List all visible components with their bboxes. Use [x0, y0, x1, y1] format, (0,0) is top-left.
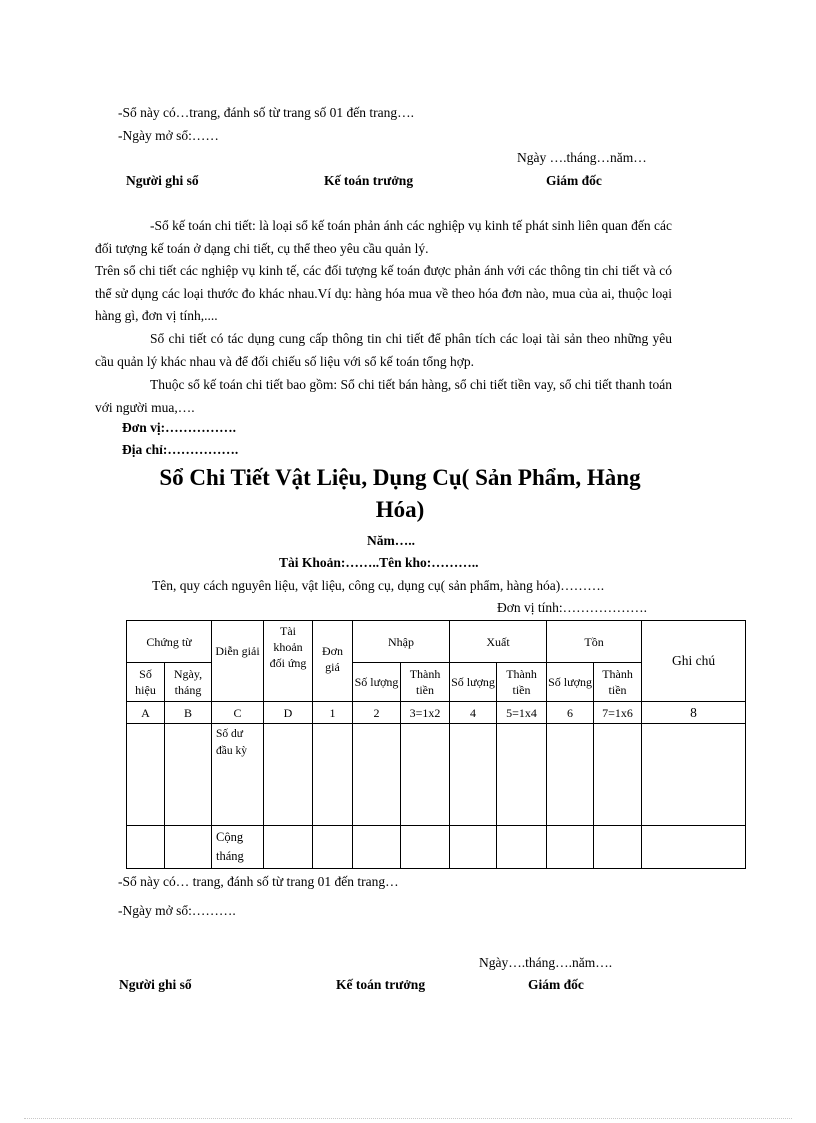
table-cell	[353, 826, 401, 869]
table-cell	[594, 826, 642, 869]
header-ghi-chu: Ghi chú	[642, 621, 746, 702]
unit-field: Đơn vị:…………….	[122, 420, 236, 435]
table-cell	[547, 724, 594, 826]
form-title-line-1: Sổ Chi Tiết Vật Liệu, Dụng Cụ( Sản Phẩm, Hàng	[159, 465, 641, 490]
table-cell	[313, 724, 353, 826]
table-cell	[497, 826, 547, 869]
bottom-open-date-line: -Ngày mở sổ:……….	[118, 903, 236, 918]
code-cell: 4	[450, 702, 497, 724]
header-don-gia	[313, 621, 353, 702]
code-cell: 5=1x4	[497, 702, 547, 724]
code-cell: D	[264, 702, 313, 724]
table-cell	[165, 724, 212, 826]
table-row-month-total	[127, 826, 746, 869]
header-nhap: Nhập	[353, 621, 450, 663]
table-cell	[353, 724, 401, 826]
code-cell: 3=1x2	[401, 702, 450, 724]
header-ton-thanh-tien: Thành tiền	[594, 663, 642, 702]
table-cell	[264, 826, 313, 869]
spec-field: Tên, quy cách nguyên liệu, vật liệu, công cụ, dụng cụ( sản phẩm, hàng hóa)……….	[152, 578, 605, 593]
page-count-line: -Sổ này có…trang, đánh số từ trang số 01 đến trang….	[118, 105, 415, 120]
bottom-page-count-line: -Sổ này có… trang, đánh số từ trang 01 đến trang…	[118, 874, 399, 889]
table-row-opening-balance	[127, 724, 746, 826]
table-cell	[127, 724, 165, 826]
table-cell	[401, 826, 450, 869]
table-cell	[497, 724, 547, 826]
table-cell	[642, 724, 746, 826]
bottom-signer-recorder: Người ghi sổ	[119, 977, 192, 992]
code-cell: 8	[642, 702, 746, 724]
table-cell	[165, 826, 212, 869]
table-cell	[594, 724, 642, 826]
row-label-month-total: Cộng tháng	[212, 826, 264, 869]
header-xuat-thanh-tien: Thành tiền	[497, 663, 547, 702]
header-ton-so-luong: Số lượng	[547, 663, 594, 702]
table-code-row	[127, 702, 746, 724]
header-ngay-thang: Ngày, tháng	[165, 663, 212, 702]
paragraph-details: Trên sổ chi tiết các nghiệp vụ kinh tế, các đối tượng kế toán được phản ánh với các thông tin chi tiết và có thể sử dụng các loại thước đo khác nhau.Ví dụ: hàng hóa mua về theo hóa đơn nào, mua của ai, thuộc loại hàng gì, đơn vị tính,....	[95, 263, 672, 323]
form-title-line-2: Hóa)	[375, 497, 425, 522]
row-label-opening-balance: Số dư đầu kỳ	[212, 724, 264, 826]
header-xuat: Xuất	[450, 621, 547, 663]
table-cell	[127, 826, 165, 869]
header-chung-tu: Chứng từ	[127, 621, 212, 663]
table-cell	[264, 724, 313, 826]
code-cell: A	[127, 702, 165, 724]
table-cell	[313, 826, 353, 869]
code-cell: C	[212, 702, 264, 724]
header-ton: Tồn	[547, 621, 642, 663]
header-dien-giai	[212, 621, 264, 702]
header-tai-khoan-text: Tài khoản đối ứng	[269, 624, 307, 670]
header-nhap-thanh-tien: Thành tiền	[401, 663, 450, 702]
paragraph-types: Thuộc sổ kế toán chi tiết bao gồm: Sổ chi tiết bán hàng, sổ chi tiết tiền vay, sổ chi tiết thanh toán với người mua,….	[95, 377, 672, 415]
account-field: Tài Khoản:……..Tên kho:………..	[279, 555, 479, 570]
bottom-signer-chief-accountant: Kế toán trưởng	[336, 977, 426, 992]
header-so-hieu: Số hiệu	[127, 663, 165, 702]
unit-of-measure-field: Đơn vị tính:……………….	[497, 600, 648, 615]
table-cell	[450, 826, 497, 869]
signer-director: Giám đốc	[546, 173, 602, 188]
code-cell: 1	[313, 702, 353, 724]
paragraph-purpose: Sổ chi tiết có tác dụng cung cấp thông tin chi tiết để phân tích các loại tài sản theo những yêu cầu quản lý khác nhau và để đối chiếu số liệu với sổ kế toán tổng hợp.	[95, 331, 672, 369]
header-tai-khoan-doi-ung	[264, 621, 313, 702]
code-cell: 6	[547, 702, 594, 724]
date-line: Ngày ….tháng…năm…	[517, 150, 647, 165]
table-cell	[450, 724, 497, 826]
page-bottom-rule	[24, 1118, 792, 1119]
open-date-line: -Ngày mở sổ:……	[118, 128, 219, 143]
header-dien-giai-text: Diễn giải	[215, 644, 260, 658]
address-field: Địa chỉ:…………….	[122, 442, 239, 457]
header-nhap-so-luong: Số lượng	[353, 663, 401, 702]
table-cell	[547, 826, 594, 869]
table-cell	[642, 826, 746, 869]
header-don-gia-text: Đơn giá	[322, 644, 344, 674]
signer-recorder: Người ghi sổ	[126, 173, 199, 188]
table-header-row-1	[127, 621, 746, 663]
table-cell	[401, 724, 450, 826]
bottom-signer-director: Giám đốc	[528, 977, 584, 992]
code-cell: 2	[353, 702, 401, 724]
form-title	[120, 462, 680, 526]
ledger-table	[126, 620, 746, 869]
bottom-date-line: Ngày….tháng….năm….	[479, 955, 613, 970]
year-field: Năm…..	[367, 533, 415, 548]
code-cell: 7=1x6	[594, 702, 642, 724]
signer-chief-accountant: Kế toán trưởng	[324, 173, 414, 188]
code-cell: B	[165, 702, 212, 724]
header-xuat-so-luong: Số lượng	[450, 663, 497, 702]
paragraph-definition: -Sổ kế toán chi tiết: là loại sổ kế toán phản ánh các nghiệp vụ kinh tế phát sinh liên quan đến các đối tượng kế toán ở dạng chi tiết, cụ thể theo yêu cầu quản lý.	[95, 218, 672, 256]
